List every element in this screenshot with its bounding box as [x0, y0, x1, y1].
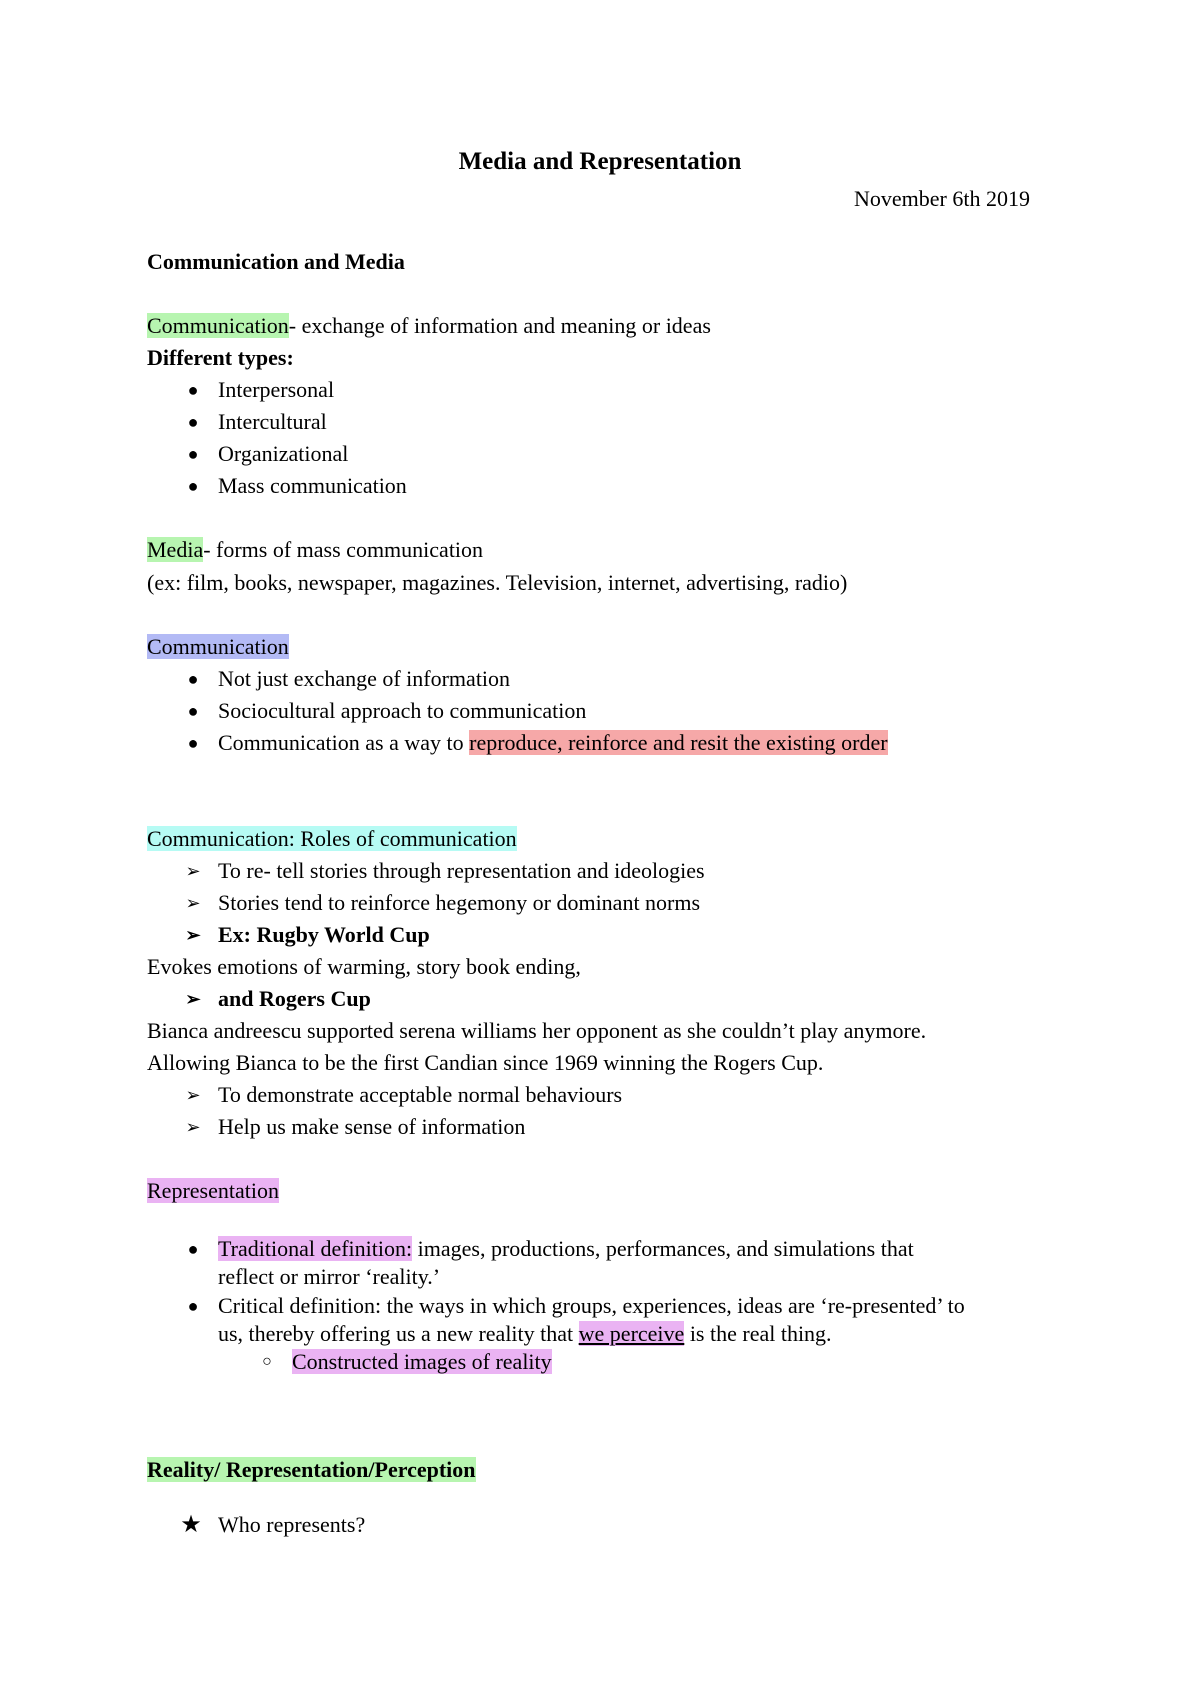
representation-heading: Representation	[147, 1178, 279, 1203]
communication-subheading: Communication	[147, 634, 289, 659]
list-item: ★ Who represents?	[218, 1510, 365, 1540]
bullet-icon: ●	[187, 444, 199, 464]
communication-term: Communication	[147, 313, 289, 338]
list-item: ● Mass communication	[218, 471, 407, 501]
media-examples: (ex: film, books, newspaper, magazines. Television, internet, advertising, radio)	[147, 570, 848, 595]
paragraph: Allowing Bianca to be the first Candian since 1969 winning the Rogers Cup.	[147, 1050, 824, 1075]
list-item: ➢ Stories tend to reinforce hegemony or dominant norms	[218, 888, 700, 918]
bullet-icon: ●	[187, 1296, 199, 1316]
media-definition	[147, 535, 483, 565]
list-item: ● Sociocultural approach to communication	[218, 696, 586, 726]
arrow-bullet-icon: ➢	[185, 1085, 201, 1105]
bullet-icon: ●	[187, 380, 199, 400]
section-heading-communication-media: Communication and Media	[147, 249, 405, 274]
list-item: ● Intercultural	[218, 407, 327, 437]
bullet-icon: ●	[187, 733, 199, 753]
list-item: ➢ To demonstrate acceptable normal behaviours	[218, 1080, 622, 1110]
highlighted-phrase: reproduce, reinforce and resit the existing order	[469, 730, 888, 755]
arrow-bullet-icon: ➢	[185, 861, 201, 881]
list-item-continuation: us, thereby offering us a new reality that we perceive is the real thing.	[218, 1321, 832, 1346]
list-item: ● Organizational	[218, 439, 348, 469]
list-item: ➢ and Rogers Cup	[218, 984, 371, 1014]
bullet-icon: ●	[187, 669, 199, 689]
list-item: ● Critical definition: the ways in which groups, experiences, ideas are ‘re-presented’ to	[218, 1291, 965, 1321]
communication-definition	[147, 311, 711, 341]
list-item: ● Traditional definition: images, productions, performances, and simulations that	[218, 1234, 914, 1264]
rrp-heading: Reality/ Representation/Perception	[147, 1457, 476, 1482]
list-item: ➢ To re- tell stories through representation and ideologies	[218, 856, 705, 886]
types-heading: Different types:	[147, 345, 294, 370]
highlighted-phrase: we perceive	[578, 1321, 685, 1346]
star-icon: ★	[180, 1512, 202, 1538]
list-item: ➢ Help us make sense of information	[218, 1112, 525, 1142]
sub-list-item: ○ Constructed images of reality	[292, 1347, 552, 1377]
paragraph: Evokes emotions of warming, story book ending,	[147, 954, 581, 979]
bullet-icon: ●	[187, 412, 199, 432]
list-item: ➢ Ex: Rugby World Cup	[218, 920, 430, 950]
bullet-icon: ●	[187, 476, 199, 496]
bullet-icon: ●	[187, 1239, 199, 1259]
roles-heading: Communication: Roles of communication	[147, 826, 517, 851]
arrow-bullet-icon: ➢	[185, 925, 201, 945]
media-definition-text: - forms of mass communication	[203, 537, 484, 562]
arrow-bullet-icon: ➢	[185, 989, 201, 1009]
bullet-icon: ●	[187, 701, 199, 721]
document-date: November 6th 2019	[854, 186, 1030, 211]
page-title: Media and Representation	[458, 148, 742, 175]
media-term: Media	[147, 537, 204, 562]
list-item-continuation: reflect or mirror ‘reality.’	[218, 1264, 441, 1289]
communication-definition-text: - exchange of information and meaning or ideas	[288, 313, 711, 338]
paragraph: Bianca andreescu supported serena williams her opponent as she couldn’t play anymore.	[147, 1018, 927, 1043]
circle-bullet-icon: ○	[262, 1353, 272, 1370]
arrow-bullet-icon: ➢	[185, 893, 201, 913]
list-item: ● Interpersonal	[218, 375, 334, 405]
list-item: ● Not just exchange of information	[218, 664, 510, 694]
arrow-bullet-icon: ➢	[185, 1117, 201, 1137]
list-item: ● Communication as a way to reproduce, reinforce and resit the existing order	[218, 728, 888, 758]
